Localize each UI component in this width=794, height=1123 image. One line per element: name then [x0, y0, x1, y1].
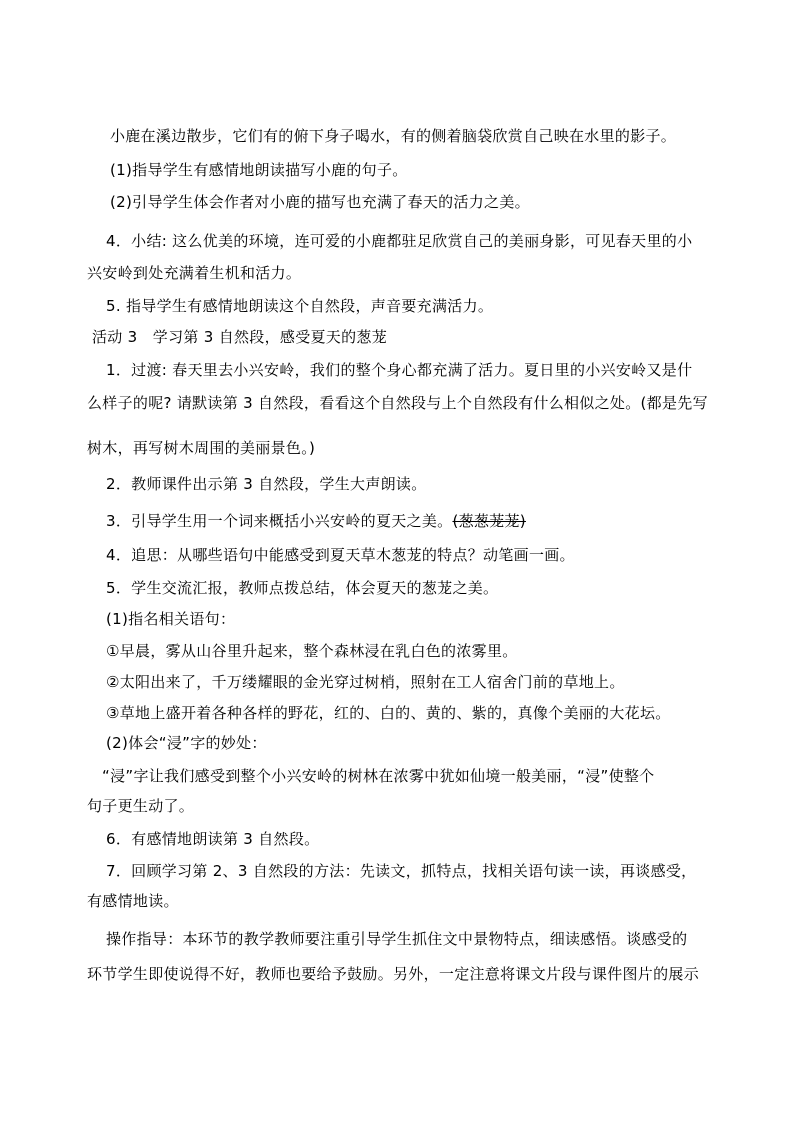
paragraph-line: 5．学生交流汇报，教师点拨总结，体会夏天的葱茏之美。	[106, 579, 499, 597]
paragraph-line: 4．小结: 这么优美的环境，连可爱的小鹿都驻足欣赏自己的美丽身影，可见春天里的小	[106, 232, 693, 250]
paragraph-line: (1)指名相关语句：	[106, 610, 236, 628]
paragraph-line: (2)引导学生体会作者对小鹿的描写也充满了春天的活力之美。	[110, 193, 530, 211]
paragraph-line: 4．追思：从哪些语句中能感受到夏天草木葱茏的特点？动笔画一画。	[106, 546, 575, 564]
paragraph-line: 7．回顾学习第 2、3 自然段的方法：先读文，抓特点，找相关语句读一读，再谈感受，	[106, 862, 697, 880]
paragraph-line: 6．有感情地朗读第 3 自然段。	[106, 830, 320, 848]
quote-line: ①早晨，雾从山谷里升起来，整个森林浸在乳白色的浓雾里。	[106, 642, 518, 660]
paragraph-line: 1．过渡: 春天里去小兴安岭，我们的整个身心都充满了活力。夏日里的小兴安岭又是什	[106, 361, 693, 379]
activity-heading: 活动 3 学习第 3 自然段，感受夏天的葱茏	[92, 328, 387, 346]
guidance-line: 操作指导：本环节的教学教师要注重引导学生抓住文中景物特点，细读感悟。谈感受的	[106, 930, 688, 948]
paragraph-line	[106, 511, 526, 531]
paragraph-line: 么样子的呢? 请默读第 3 自然段，看看这个自然段与上个自然段有什么相似之处。(都是先写	[87, 394, 708, 412]
paragraph-line: 2．教师课件出示第 3 自然段，学生大声朗读。	[106, 475, 427, 493]
guidance-line: 环节学生即使说得不好，教师也要给予鼓励。另外，一定注意将课文片段与课件图片的展示	[87, 965, 700, 983]
paragraph-line: (2)体会“浸”字的妙处：	[106, 734, 267, 752]
answer-text: (葱葱茏茏)	[452, 512, 526, 530]
quote-line: ③草地上盛开着各种各样的野花，红的、白的、黄的、紫的，真像个美丽的大花坛。	[106, 704, 671, 722]
question-text: 3．引导学生用一个词来概括小兴安岭的夏天之美。	[106, 512, 453, 530]
paragraph-line: 兴安岭到处充满着生机和活力。	[87, 264, 302, 282]
quote-line: ②太阳出来了，千万缕耀眼的金光穿过树梢，照射在工人宿舍门前的草地上。	[106, 673, 625, 691]
paragraph-line: “浸”字让我们感受到整个小兴安岭的树林在浓雾中犹如仙境一般美丽，“浸”使整个	[102, 767, 655, 785]
paragraph-line: 有感情地读。	[87, 892, 179, 910]
paragraph-line: 树木，再写树木周围的美丽景色。)	[87, 439, 316, 457]
paragraph-line: 小鹿在溪边散步，它们有的俯下身子喝水，有的侧着脑袋欣赏自己映在水里的影子。	[110, 127, 677, 145]
paragraph-line: 句子更生动了。	[87, 797, 195, 815]
paragraph-line: (1)指导学生有感情地朗读描写小鹿的句子。	[110, 161, 408, 179]
paragraph-line: 5. 指导学生有感情地朗读这个自然段，声音要充满活力。	[106, 297, 494, 315]
